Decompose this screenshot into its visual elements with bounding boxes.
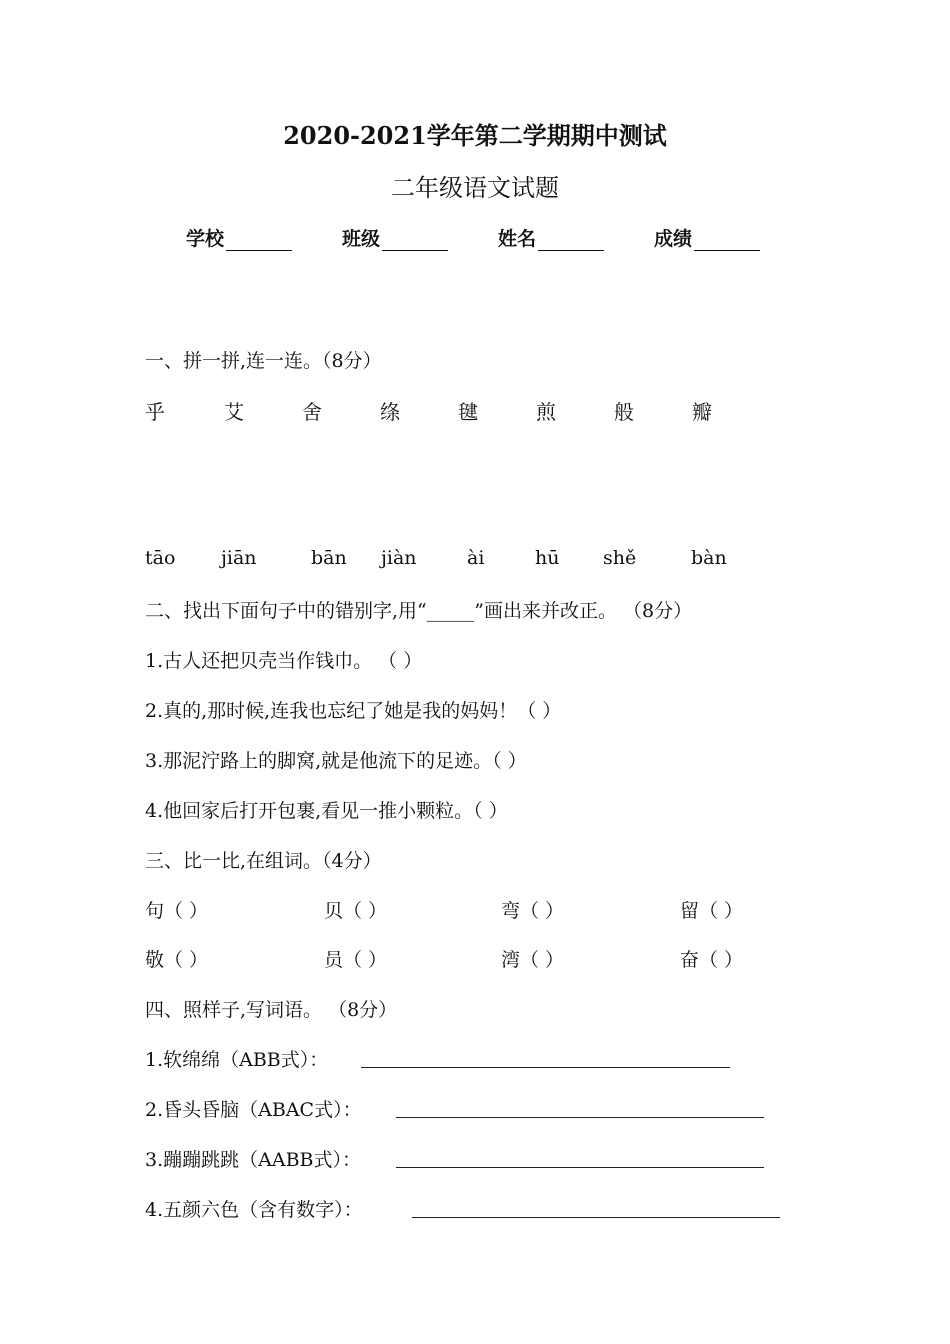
char-item: 般 bbox=[614, 400, 634, 424]
question-item: 3.那泥泞路上的脚窝,就是他流下的足迹。（ ） bbox=[145, 750, 527, 772]
char-item: 艾 bbox=[224, 400, 244, 424]
school-label: 学校 bbox=[186, 228, 225, 250]
compare-cell: 留（ ） bbox=[680, 900, 744, 922]
compare-cell: 敬（ ） bbox=[145, 949, 209, 971]
compare-cell: 句（ ） bbox=[145, 900, 209, 922]
school-blank bbox=[226, 232, 292, 251]
answer-line[interactable] bbox=[361, 1066, 730, 1068]
school-field bbox=[186, 224, 292, 251]
compare-cell: 贝（ ） bbox=[324, 900, 388, 922]
score-label: 成绩 bbox=[654, 228, 693, 250]
compare-cell: 奋（ ） bbox=[680, 949, 744, 971]
question-item: 1.古人还把贝壳当作钱巾。 （ ） bbox=[145, 650, 423, 672]
name-label: 姓名 bbox=[498, 228, 537, 250]
word-item: 2.昏头昏脑（ABAC式）： bbox=[145, 1099, 362, 1121]
pinyin-item: shě bbox=[603, 547, 637, 569]
score-blank bbox=[694, 232, 760, 251]
compare-cell: 员（ ） bbox=[324, 949, 388, 971]
pinyin-item: jiàn bbox=[381, 547, 417, 569]
char-item: 舍 bbox=[302, 400, 322, 424]
answer-line[interactable] bbox=[412, 1216, 780, 1218]
compare-cell: 弯（ ） bbox=[501, 900, 565, 922]
char-item: 毽 bbox=[458, 400, 478, 424]
section3-heading: 三、比一比,在组词。（4分） bbox=[145, 850, 382, 872]
section1-heading: 一、拼一拼,连一连。（8分） bbox=[145, 350, 382, 372]
compare-row-1 bbox=[0, 896, 950, 926]
char-item: 瓣 bbox=[692, 400, 712, 424]
exam-title: 2020-2021学年第二学期期中测试 bbox=[283, 121, 667, 150]
pinyin-item: bàn bbox=[691, 547, 727, 569]
answer-line[interactable] bbox=[396, 1116, 764, 1118]
class-label: 班级 bbox=[342, 228, 381, 250]
score-field bbox=[654, 224, 760, 251]
section2-heading: 二、找出下面句子中的错别字,用“_____”画出来并改正。 （8分） bbox=[145, 600, 693, 622]
pinyin-item: ài bbox=[467, 547, 485, 569]
class-field bbox=[342, 224, 448, 251]
word-item: 1.软绵绵（ABB式）： bbox=[145, 1049, 329, 1071]
pinyin-item: hū bbox=[535, 547, 560, 569]
pinyin-item: tāo bbox=[145, 547, 176, 569]
name-field bbox=[498, 224, 604, 251]
char-item: 煎 bbox=[536, 400, 556, 424]
question-item: 2.真的,那时候,连我也忘纪了她是我的妈妈！（ ） bbox=[145, 700, 562, 722]
question-item: 4.他回家后打开包裹,看见一推小颗粒。（ ） bbox=[145, 800, 508, 822]
char-item: 乎 bbox=[145, 400, 165, 424]
answer-line[interactable] bbox=[396, 1166, 764, 1168]
word-item: 3.蹦蹦跳跳（AABB式）： bbox=[145, 1149, 361, 1171]
char-item: 绦 bbox=[380, 400, 400, 424]
name-blank bbox=[538, 232, 604, 251]
compare-cell: 湾（ ） bbox=[501, 949, 565, 971]
compare-row-2 bbox=[0, 945, 950, 975]
section4-heading: 四、照样子,写词语。 （8分） bbox=[145, 999, 398, 1021]
exam-subtitle: 二年级语文试题 bbox=[391, 174, 559, 202]
class-blank bbox=[382, 232, 448, 251]
character-row bbox=[0, 396, 950, 426]
pinyin-item: bān bbox=[311, 547, 347, 569]
pinyin-row bbox=[0, 547, 950, 577]
pinyin-item: jiān bbox=[221, 547, 257, 569]
word-item: 4.五颜六色（含有数字）： bbox=[145, 1199, 363, 1221]
